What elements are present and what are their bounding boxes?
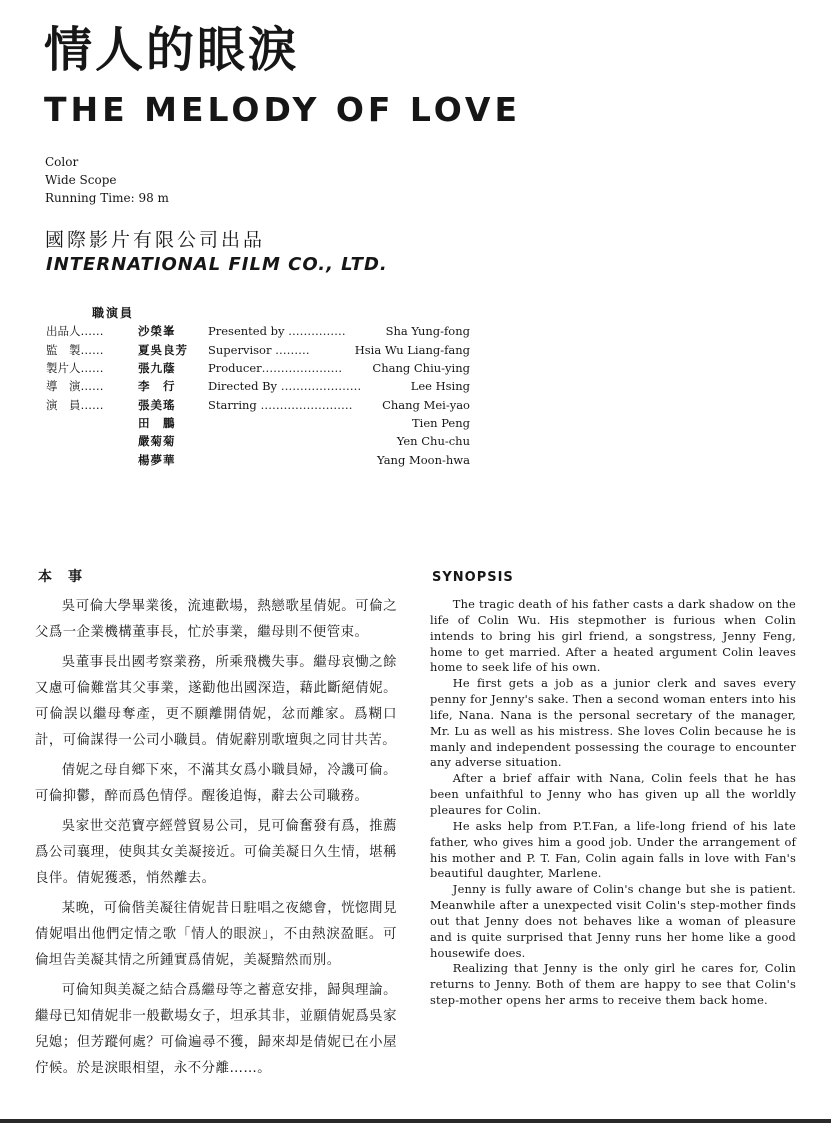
credit-name-en: Sha Yung-fong [385, 324, 470, 338]
credit-name-en: Chang Chiu-ying [372, 361, 470, 375]
synopsis-en-paragraph: Jenny is fully aware of Colin's change but she is patient. Meanwhile after a unexpected visit Colin's step-mother finds out that Jenny does not behaves like a woman of pleasure and is quite surprised that Jenny runs her home like a good housewife does. [430, 882, 796, 960]
credit-role-zh: 出品人…… [46, 324, 104, 338]
credit-role-zh: 監 製…… [46, 343, 104, 357]
credit-name-en: Lee Hsing [410, 379, 470, 393]
credit-name-en: Yen Chu-chu [396, 434, 470, 448]
synopsis-zh-paragraph: 某晚，可倫偕美凝往倩妮昔日駐唱之夜總會，恍惚間見倩妮唱出他們定情之歌「情人的眼淚」，不由熱淚盈眶。可倫坦告美凝其情之所鍾實爲倩妮，美凝黯然而別。 [35, 901, 397, 968]
credit-name-en: Tien Peng [411, 416, 470, 430]
credit-role-en: Producer………………… [208, 361, 343, 375]
synopsis-zh-body [35, 594, 397, 1086]
credits-header: 職演員 [92, 306, 135, 320]
spec-wide-scope: Wide Scope [45, 173, 117, 187]
credit-role-zh: 演 員…… [46, 398, 104, 412]
synopsis-zh-heading: 本事 [38, 569, 98, 585]
company-english: INTERNATIONAL FILM CO., LTD. [46, 254, 388, 275]
credit-name-zh: 嚴菊菊 [138, 434, 176, 448]
credit-role-zh: 導 演…… [46, 379, 104, 393]
credit-name-zh: 楊夢華 [138, 453, 176, 467]
credit-name-zh: 張九蔭 [138, 361, 176, 375]
credit-row [46, 322, 470, 340]
credit-role-en: Directed By ………………… [208, 379, 362, 393]
credit-name-en: Chang Mei-yao [382, 398, 470, 412]
synopsis-en-paragraph: After a brief affair with Nana, Colin feels that he has been unfaithful to Jenny who has given up all the worldly pleaures for Colin. [430, 771, 796, 817]
credit-name-zh: 夏吳良芳 [138, 343, 188, 357]
credit-role-en: Supervisor ……… [208, 343, 310, 357]
spec-running-time: Running Time: 98 m [45, 191, 169, 205]
credit-role-zh: 製片人…… [46, 361, 104, 375]
credit-name-en: Hsia Wu Liang-fang [354, 343, 470, 357]
credit-name-zh: 李 行 [138, 379, 176, 393]
synopsis-zh-paragraph: 吳董事長出國考察業務，所乘飛機失事。繼母哀慟之餘又慮可倫難當其父事業，遂勸他出國深造，藉此斷絕倩妮。可倫誤以繼母奪產，更不願離開倩妮，忿而離家。爲糊口計，可倫謀得一公司小職員。倩妮辭別歌壇與之同甘共苦。 [35, 655, 397, 748]
synopsis-en-heading: SYNOPSIS [432, 570, 514, 585]
synopsis-zh-paragraph: 吳家世交范寶亭經營貿易公司，見可倫奮發有爲，推薦爲公司襄理，使與其女美凝接近。可倫美凝日久生情，堪稱良伴。倩妮獲悉，悄然離去。 [35, 819, 397, 886]
page-bottom-rule [0, 1119, 831, 1123]
credit-row [46, 359, 470, 377]
credit-row [46, 451, 470, 469]
title-english: THE MELODY OF LOVE [44, 90, 522, 129]
credit-row [46, 377, 470, 395]
credit-name-zh: 張美瑤 [138, 398, 176, 412]
credit-name-en: Yang Moon-hwa [377, 453, 470, 467]
credit-row [46, 414, 470, 432]
synopsis-zh-paragraph: 倩妮之母自鄉下來，不滿其女爲小職員婦，冷譏可倫。可倫抑鬱，醉而爲色情俘。醒後追悔，辭去公司職務。 [35, 763, 397, 804]
synopsis-zh-paragraph: 吳可倫大學畢業後，流連歡場，熱戀歌星倩妮。可倫之父爲一企業機構董事長，忙於事業，繼母則不便管束。 [35, 599, 397, 640]
spec-color: Color [45, 155, 79, 169]
credit-row [46, 396, 470, 414]
credit-role-en: Presented by …………… [208, 324, 346, 338]
credit-name-zh: 沙榮峯 [138, 324, 176, 338]
credit-role-en: Starring …………………… [208, 398, 353, 412]
credit-row [46, 341, 470, 359]
title-chinese: 情人的眼淚 [44, 22, 300, 78]
synopsis-en-paragraph: He asks help from P.T.Fan, a life-long friend of his late father, who gives him a good job. Under the arrangement of his mother and P. T. Fan, Colin again falls in love with Fan's beautiful daughter, Marlene. [430, 818, 796, 881]
synopsis-en-paragraph: He first gets a job as a junior clerk and saves every penny for Jenny's sake. Then a second woman enters into his life, Nana. Nana is the personal secretary of the manager, Mr. Lu as well as his mistress. She loves Colin because he is manly and independent possessing the courage to encounter any adverse situation. [430, 676, 796, 770]
synopsis-en-paragraph: The tragic death of his father casts a dark shadow on the life of Colin Wu. His stepmother is furious when Colin intends to bring his girl friend, a songstress, Jenny Feng, home to get married. After a heated argument Colin leaves home to seek life of his own. [430, 597, 796, 675]
credit-row [46, 432, 470, 450]
synopsis-zh-paragraph: 可倫知與美凝之結合爲繼母等之蓄意安排，歸與理論。繼母已知倩妮非一般歡場女子，坦承其非，並願倩妮爲吳家兒媳；但芳蹤何處？可倫遍尋不獲，歸來却是倩妮已在小屋佇候。於是淚眼相望，永不分離……。 [35, 983, 397, 1076]
credit-name-zh: 田 鵬 [138, 416, 176, 430]
synopsis-en-paragraph: Realizing that Jenny is the only girl he cares for, Colin returns to Jenny. Both of them are happy to see that Colin's step-mother opens her arms to receive them back home. [430, 961, 796, 1008]
company-chinese: 國際影片有限公司出品 [45, 229, 266, 251]
film-specs [45, 153, 169, 207]
synopsis-en-body [430, 597, 796, 1009]
